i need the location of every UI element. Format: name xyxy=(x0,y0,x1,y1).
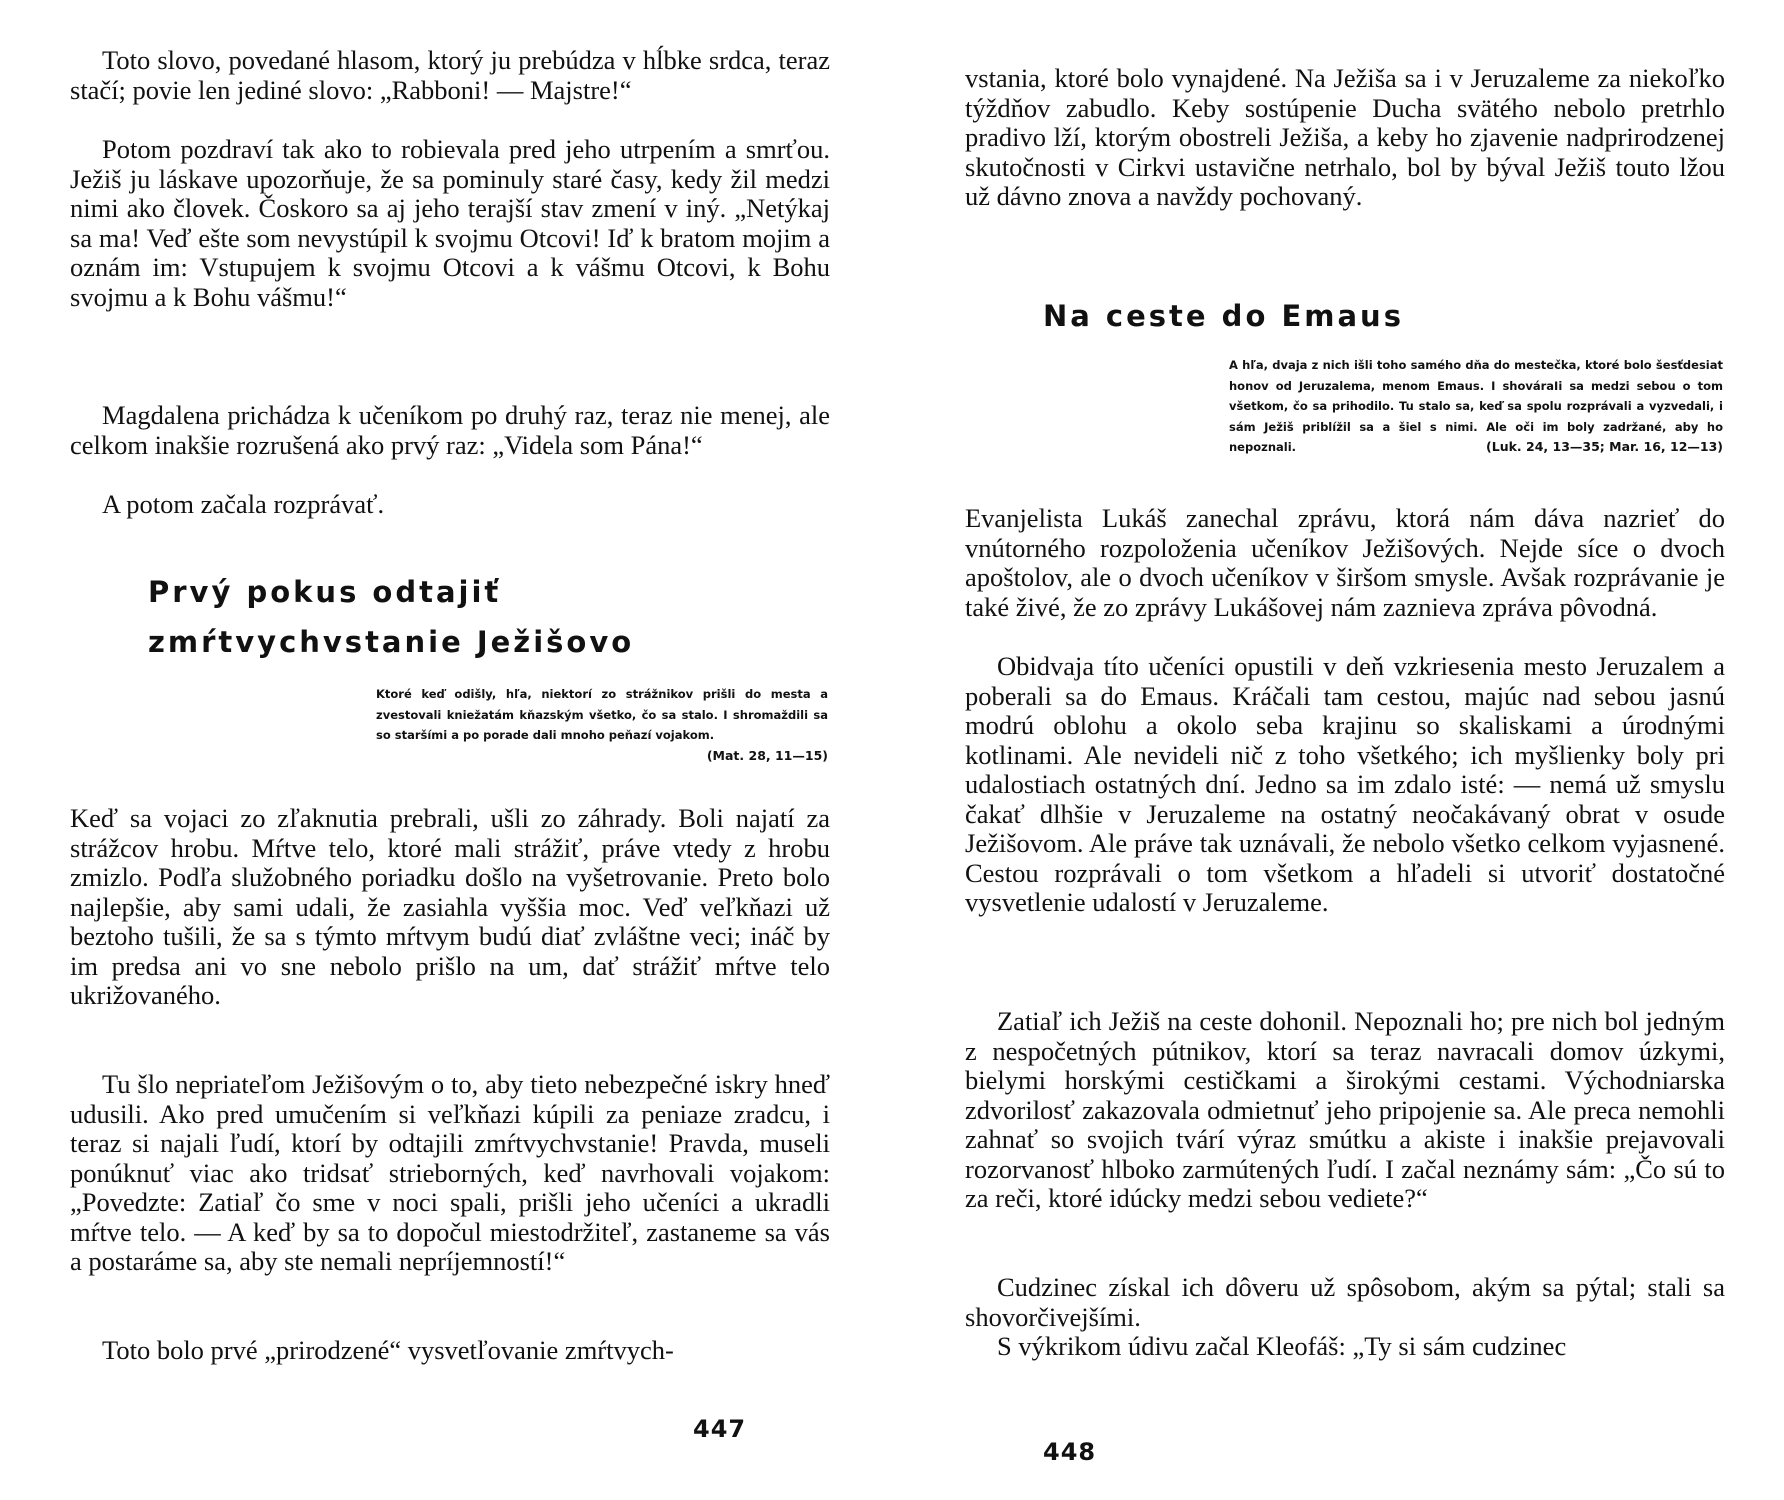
epigraph-text: Ktoré keď odišly, hľa, niektorí zo strážnikov prišli do mesta a zvestovali kniežatám kňazským všetko, čo sa stalo. I shromaždili sa so staršími a po porade dali mnoho peňazí vojakom. xyxy=(376,687,828,742)
paragraph: vstania, ktoré bolo vynajdené. Na Ježiša sa i v Jeruzaleme za niekoľko týždňov zabudlo. Keby sostúpenie Ducha svätého nebolo pretrhlo pradivo lží, ktorým obostreli Ježiša, a keby ho zjavenie nadprirodzenej skutočnosti v Cirkvi ustavične netrhalo, bol by býval Ježiš touto lžou už dávno znova a navždy pochovaný. xyxy=(965,63,1725,211)
section-heading: zmŕtvychvstanie Ježišovo xyxy=(148,625,635,659)
scripture-reference: (Mat. 28, 11—15) xyxy=(706,747,828,763)
epigraph-text: A hľa, dvaja z nich išli toho samého dňa do mestečka, ktoré bolo šesťdesiat honov od Jeruzalema, menom Emaus. I shováraIi sa medzi sebou o tom všetkom, čo sa prihodilo. Tu stalo sa, keď sa spolu rozprávali a vyzvedali, i sám Ježiš priblížil sa a šiel s nimi. Ale oči im boly zadržané, aby ho nepoznali. xyxy=(1229,358,1723,454)
page-number: 447 xyxy=(693,1415,747,1443)
scripture-epigraph xyxy=(1229,355,1723,458)
scripture-reference: (Luk. 24, 13—35; Mar. 16, 12—13) xyxy=(1486,439,1723,454)
paragraph: Cudzinec získal ich dôveru už spôsobom, akým sa pýtal; stali sa shovorčivejšími. xyxy=(965,1272,1725,1332)
scripture-epigraph xyxy=(376,684,828,766)
paragraph: Zatiaľ ich Ježiš na ceste dohonil. Nepoznali ho; pre nich bol jedným z nespočetných pútnikov, ktorí sa teraz navracali domov úzkymi, bielymi horskými cestičkami a širokými cestami. Východniarska zdvorilosť zakazovala odmietnuť jeho pripojenie sa. Ale preca nemohli zahnať so svojich tvárí výraz smútku a akiste i inakšie prejavovali rozorvanosť hlboko zarmútených ľudí. I začal neznámy sám: „Čo sú to za reči, ktoré idúcky medzi sebou vediete?“ xyxy=(965,1006,1725,1213)
paragraph: Potom pozdraví tak ako to robievala pred jeho utrpením a smrťou. Ježiš ju láskave upozorňuje, že sa pominuly staré časy, kedy žil medzi nimi ako človek. Čoskoro sa aj jeho terajší stav zmení v iný. „Netýkaj sa ma! Veď ešte som nevystúpil k svojmu Otcovi! Iď k bratom mojim a oznám im: Vstupujem k svojmu Otcovi a k vášmu Otcovi, k Bohu svojmu a k Bohu vášmu!“ xyxy=(70,134,830,312)
paragraph: S výkrikom údivu začal Kleofáš: „Ty si sám cudzinec xyxy=(997,1331,1567,1361)
page-number: 448 xyxy=(1043,1438,1097,1466)
paragraph: Toto slovo, povedané hlasom, ktorý ju prebúdza v hĺbke srdca, teraz stačí; povie len jediné slovo: „Rabboni! — Majstre!“ xyxy=(70,45,830,105)
paragraph: Obidvaja títo učeníci opustili v deň vzkriesenia mesto Jeruzalem a poberali sa do Emaus. Kráčali tam cestou, majúc nad sebou jasnú modrú oblohu a okolo seba krajinu so skaliskami a úrodnými kotlinami. Ale nevideli nič z toho všetkého; ich myšlienky boly pri udalostiach ostatných dní. Jedno sa im zdalo isté: — nemá už smyslu čakať dlhšie v Jeruzaleme na ostatný neočakávaný obrat v osude Ježišovom. Ale práve tak uznávali, že nebolo všetko celkom vyjasnené. Cestou rozprávali o tom všetkom a hľadeli si utvoriť dostatočné vysvetlenie udalostí v Jeruzaleme. xyxy=(965,651,1725,917)
paragraph: Magdalena prichádza k učeníkom po druhý raz, teraz nie menej, ale celkom inakšie rozrušená ako prvý raz: „Videla som Pána!“ xyxy=(70,400,830,460)
paragraph: Keď sa vojaci zo zľaknutia prebrali, ušli zo záhrady. Boli najatí za strážcov hrobu. Mŕtve telo, ktoré mali strážiť, práve vtedy z hrobu zmizlo. Podľa služobného poriadku došlo na vyšetrovanie. Preto bolo najlepšie, aby sami udali, že zasiahla vyššia moc. Veď veľkňazi už beztoho tušili, že sa s týmto mŕtvym budú diať zvláštne veci; ináč by im predsa ani vo sne nebolo prišlo na um, dať strážiť mŕtve telo ukrižovaného. xyxy=(70,803,830,1010)
paragraph: Tu šlo nepriateľom Ježišovým o to, aby tieto nebezpečné iskry hneď udusili. Ako pred umučením si veľkňazi kúpili za peniaze zradcu, i teraz si najali ľudí, ktorí by odtajili zmŕtvychvstanie! Pravda, museli ponúknuť viac ako tridsať strieborných, keď navrhovali vojakom: „Povedzte: Zatiaľ čo sme v noci spali, prišli jeho učeníci a ukradli mŕtve telo. — A keď by sa to dopočul miestodržiteľ, zastaneme sa vás a postaráme sa, aby ste nemali nepríjemností!“ xyxy=(70,1069,830,1276)
section-heading: Prvý pokus odtajiť xyxy=(148,575,502,609)
paragraph: Evanjelista Lukáš zanechal zprávu, ktorá nám dáva nazrieť do vnútorného rozpoloženia učeníkov Ježišových. Nejde síce o dvoch apoštolov, ale o dvoch učeníkov v širšom smysle. Avšak rozprávanie je také živé, že zo zprávy Lukášovej nám zaznieva zpráva pôvodná. xyxy=(965,503,1725,622)
paragraph: A potom začala rozprávať. xyxy=(102,489,385,519)
section-heading: Na ceste do Emaus xyxy=(1043,299,1404,333)
paragraph: Toto bolo prvé „prirodzené“ vysvetľovanie zmŕtvych- xyxy=(102,1335,674,1365)
